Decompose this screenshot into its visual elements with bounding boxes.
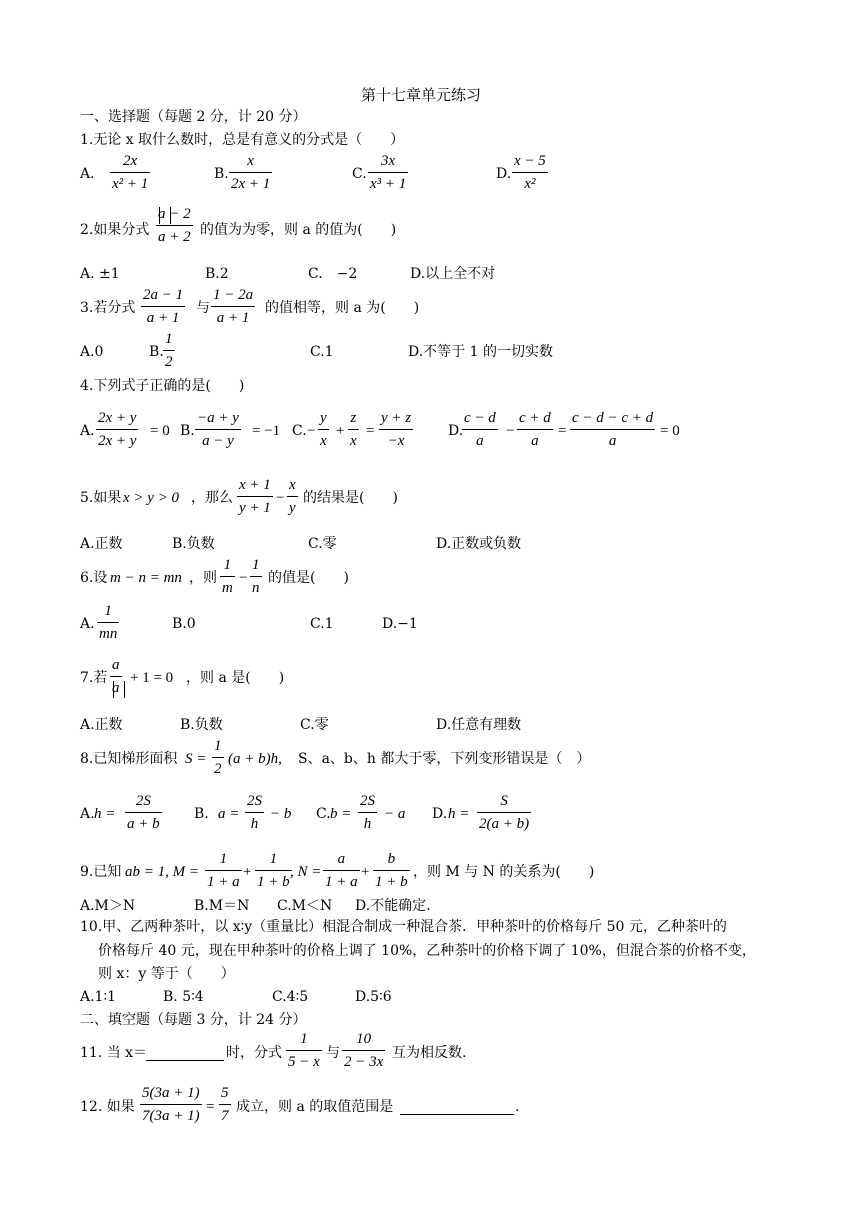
option-a: A.正数 (80, 717, 123, 733)
numerator: a (337, 851, 346, 867)
option-b-label: B. (180, 423, 195, 439)
option-b: B.2 (205, 266, 229, 282)
question-6-suffix: 的值是( ) (268, 570, 349, 586)
option-b-label: B. (194, 806, 209, 822)
fraction (97, 603, 119, 644)
numerator: y + z (381, 410, 412, 426)
plus-sign: + (336, 423, 345, 439)
numerator: S (500, 793, 508, 809)
denominator: 2 (165, 354, 173, 371)
numerator: x (289, 477, 296, 493)
option-c-label: C. (316, 806, 331, 822)
fraction (156, 206, 193, 247)
option-a: A. ±1 (80, 266, 120, 282)
equals-sign: = (206, 1099, 215, 1115)
numerator: 3x (381, 153, 396, 169)
question-8-prefix: 8.已知梯形面积 (80, 751, 178, 767)
option-c: C.零 (300, 717, 329, 733)
denominator: n (252, 580, 260, 597)
numerator: 1 (219, 851, 228, 867)
option-d: D.5∶6 (355, 989, 392, 1005)
denominator: a (608, 433, 617, 450)
numerator: x − 5 (514, 153, 546, 169)
numerator: c − d − c + d (572, 410, 654, 426)
question-6-prefix: 6.设 (80, 570, 108, 586)
option-d: D.以上全不对 (410, 266, 496, 282)
fraction (220, 557, 235, 598)
absolute-value-bar-left (159, 207, 160, 224)
option-a: A.正数 (80, 536, 123, 552)
question-11-and: 与 (326, 1045, 340, 1061)
option-b: B.0 (172, 616, 196, 632)
denominator: 2(a + b) (479, 816, 530, 833)
option-d-rhs: = 0 (660, 423, 680, 439)
denominator: 1 + b (375, 874, 408, 891)
fraction (96, 410, 138, 451)
option-a-label: A. (80, 806, 95, 822)
option-a: A.1∶1 (80, 989, 117, 1005)
area-symbol: S = (185, 751, 207, 767)
equation-lhs: a = (218, 806, 240, 822)
denominator: y + 1 (239, 500, 271, 517)
option-c-label: C. (292, 423, 307, 439)
area-formula: (a + b)h, (228, 751, 282, 767)
question-9-suffix: ，则 M 与 N 的关系为( ) (413, 864, 595, 880)
option-d: D.不等于 1 的一切实数 (408, 344, 553, 360)
denominator: h (363, 816, 372, 833)
fraction (211, 287, 255, 328)
denominator: x (350, 433, 357, 450)
denominator: 2 − 3x (344, 1054, 384, 1071)
denominator: 1 + a (207, 874, 240, 891)
question-10-line-2: 价格每斤 40 元，现在甲种茶叶的价格上调了 10%，乙种茶叶的价格下调了 10%，但混合茶的价格不变， (98, 943, 756, 959)
question-5-suffix: 的结果是( ) (303, 490, 398, 506)
fraction (323, 851, 360, 892)
question-11-mid: 时，分式 (226, 1045, 282, 1061)
plus-sign: + (243, 864, 252, 880)
denominator: x (320, 433, 327, 450)
fraction (512, 153, 548, 194)
condition: m − n = mn (110, 570, 182, 586)
option-a-label: A. (80, 616, 95, 632)
denominator: a (531, 433, 539, 450)
denominator: a (112, 680, 120, 697)
condition: ab = 1, M = (125, 864, 199, 880)
fraction (286, 1031, 322, 1072)
n-definition: , N = (290, 864, 322, 880)
fraction (141, 287, 185, 328)
fraction (348, 410, 359, 451)
fraction (219, 1085, 231, 1126)
numerator: 10 (356, 1031, 372, 1047)
fraction (163, 331, 175, 372)
numerator: 5(3a + 1) (142, 1085, 200, 1101)
absolute-value-bar-left (113, 681, 114, 698)
minus-sign: − (307, 423, 316, 439)
option-a-rhs: = 0 (150, 423, 170, 439)
numerator: 1 (104, 603, 112, 619)
question-2-suffix: 的值为为零，则 a 的值为( ) (200, 222, 397, 238)
question-7-prefix: 7.若 (80, 670, 108, 686)
question-11-prefix: 11. 当 x＝ (80, 1045, 148, 1061)
equation-rhs: − a (384, 806, 406, 822)
denominator: 7 (221, 1108, 229, 1125)
fraction (570, 410, 655, 451)
fraction (212, 738, 224, 779)
denominator: 2x + y (98, 433, 137, 450)
fraction (318, 410, 329, 451)
equation-lhs: h = (448, 806, 470, 822)
equals-sign: = (366, 423, 375, 439)
denominator: x³ + 1 (370, 176, 407, 193)
option-d-label: D. (432, 806, 448, 822)
denominator: a − y (202, 433, 234, 450)
numerator: 2a − 1 (143, 287, 184, 303)
option-b: B.负数 (172, 536, 215, 552)
numerator: 2S (360, 793, 375, 809)
option-d: D.−1 (382, 616, 418, 632)
numerator: x + 1 (239, 477, 271, 493)
denominator: 5 − x (288, 1054, 320, 1071)
option-c-label: C. (352, 166, 367, 182)
option-c: C. −2 (308, 266, 358, 282)
option-a-label: A． (80, 166, 105, 182)
question-12-mid: 成立，则 a 的取值范围是 (236, 1099, 394, 1115)
question-10-line-1: 10.甲、乙两种茶叶，以 x∶y（重量比）相混合制成一种混合茶．甲种茶叶的价格每斤 50 元，乙种茶叶的 (80, 919, 727, 935)
question-5-prefix: 5.如果 (80, 490, 122, 506)
denominator: x² + 1 (112, 176, 149, 193)
minus-sign: − (506, 423, 515, 439)
denominator: a + 2 (158, 229, 191, 246)
numerator: 1 (252, 557, 260, 573)
option-a: A.0 (80, 344, 104, 360)
numerator: 2S (247, 793, 262, 809)
numerator: c + d (519, 410, 551, 426)
minus-sign: − (276, 490, 285, 506)
fraction (245, 793, 264, 834)
fraction (462, 410, 498, 451)
numerator: b (387, 851, 396, 867)
option-c: C.4∶5 (272, 989, 309, 1005)
plus-sign: + (361, 864, 370, 880)
option-b-rhs: = −1 (252, 423, 281, 439)
option-d: D.正数或负数 (436, 536, 522, 552)
denominator: 1 + b (257, 874, 290, 891)
fraction (517, 410, 553, 451)
option-b: B.负数 (180, 717, 223, 733)
fraction (237, 477, 273, 518)
numerator: 1 (269, 851, 278, 867)
numerator: 1 (165, 331, 173, 347)
question-4-stem: 4.下列式子正确的是( ) (80, 378, 245, 394)
fraction (195, 410, 241, 451)
fraction (125, 793, 162, 834)
option-b: B.M＝N (194, 898, 250, 914)
question-11-suffix: 互为相反数. (392, 1045, 467, 1061)
numerator: 1 (214, 738, 222, 754)
question-8-suffix: S、a、b、h 都大于零，下列变形错误是（ ） (298, 751, 591, 767)
section-heading-choice: 一、选择题（每题 2 分，计 20 分） (80, 109, 307, 125)
question-10-line-3: 则 x：y 等于（ ） (98, 966, 235, 982)
question-3-prefix: 3.若分式 (80, 300, 136, 316)
page-title: 第十七章单元练习 (361, 86, 482, 104)
denominator: 1 + a (325, 874, 358, 891)
fraction (368, 153, 408, 194)
question-3-suffix: 的值相等，则 a 为( ) (265, 300, 420, 316)
numerator: y (320, 410, 327, 426)
fraction (110, 153, 150, 194)
equation-rhs: − b (270, 806, 292, 822)
question-7-suffix: ，则 a 是( ) (186, 670, 285, 686)
denominator: 2 (214, 761, 222, 778)
option-c: C.零 (308, 536, 337, 552)
denominator: a + b (127, 816, 160, 833)
numerator: 1 (223, 557, 232, 573)
question-3-and: 与 (196, 300, 210, 316)
fraction (140, 1085, 202, 1126)
option-c: C.1 (310, 616, 334, 632)
numerator: a (112, 657, 120, 673)
numerator: 1 (300, 1031, 308, 1047)
denominator: a + 1 (146, 310, 180, 327)
denominator: 2x + 1 (231, 176, 271, 193)
numerator: 1 − 2a (213, 287, 254, 303)
fraction (358, 793, 377, 834)
question-9-prefix: 9.已知 (80, 864, 122, 880)
denominator: a + 1 (216, 310, 250, 327)
fraction (477, 793, 531, 834)
denominator: y (289, 500, 296, 517)
option-d: D.不能确定. (355, 898, 431, 914)
question-5-mid: ，那么 (191, 490, 233, 506)
option-c: C.M＜N (277, 898, 333, 914)
equation-lhs: b = (330, 806, 352, 822)
fraction (342, 1031, 385, 1072)
numerator: 2S (135, 793, 151, 809)
fraction (229, 153, 272, 194)
absolute-value-bar-right (124, 681, 125, 698)
fraction (255, 851, 292, 892)
numerator: x (247, 153, 254, 169)
section-heading-fill-in: 二、填空题（每题 3 分，计 24 分） (80, 1012, 307, 1028)
numerator: 5 (221, 1085, 229, 1101)
option-d-label: D. (496, 166, 512, 182)
fraction (110, 657, 122, 698)
answer-blank[interactable] (400, 1097, 514, 1115)
condition: x > y > 0 (123, 490, 180, 506)
option-d: D.任意有理数 (436, 717, 522, 733)
question-12-suffix: . (515, 1099, 520, 1115)
numerator: 2x (123, 153, 138, 169)
option-c: C.1 (310, 344, 334, 360)
fraction (287, 477, 298, 518)
denominator: m (222, 580, 233, 597)
option-d-label: D. (448, 423, 464, 439)
numerator: −a + y (197, 410, 239, 426)
equation-lhs: h = (94, 806, 116, 822)
option-a-label: A. (80, 423, 95, 439)
option-b-label: B. (149, 344, 164, 360)
equation-rhs: + 1 = 0 (130, 670, 174, 686)
minus-sign: − (239, 570, 248, 586)
question-1-stem: 1.无论 x 取什么数时，总是有意义的分式是（ ） (80, 132, 405, 148)
numerator: z (350, 410, 357, 426)
answer-blank[interactable] (146, 1043, 224, 1061)
option-a: A.M＞N (80, 898, 136, 914)
equals-sign: = (558, 423, 567, 439)
denominator: −x (387, 433, 405, 450)
numerator: c − d (464, 410, 496, 426)
denominator: 7(3a + 1) (142, 1108, 200, 1125)
numerator: 2x + y (98, 410, 137, 426)
option-b-label: B. (214, 166, 229, 182)
option-b: B. 5∶4 (163, 989, 204, 1005)
question-12-prefix: 12. 如果 (80, 1099, 135, 1115)
numerator: a − 2 (158, 206, 191, 222)
denominator: h (250, 816, 259, 833)
question-6-mid: ，则 (189, 570, 217, 586)
absolute-value-bar-right (170, 207, 171, 224)
denominator: x² (524, 176, 536, 193)
denominator: mn (99, 626, 118, 643)
question-2-prefix: 2.如果分式 (80, 222, 150, 238)
fraction (250, 557, 262, 598)
denominator: a (476, 433, 484, 450)
fraction (379, 410, 413, 451)
fraction (205, 851, 242, 892)
fraction (373, 851, 410, 892)
